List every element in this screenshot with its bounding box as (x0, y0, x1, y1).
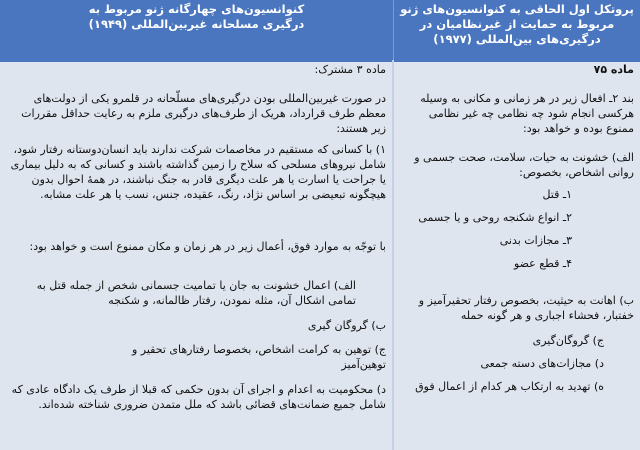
item-e: ه) تهدید به ارتکاب هر کدام از اعمال فوق (415, 380, 604, 393)
header-geneva-1949 (0, 0, 393, 62)
item-b: ب) گروگان گیری (307, 319, 386, 332)
header-divider (393, 0, 394, 60)
item-d: د) محکومیت به اعدام و اجرای آن بدون حکمی که قبلا از طرف یک دادگاه عادی که شامل جمیع ضمانت‌های قضائی باشد که ملل متمدن ضروری شناخته شده‌اند. (11, 383, 386, 411)
article-3-intro: در صورت غیربین‌المللی بودن درگیری‌های مسلّحانه در قلمرو یکی از دولت‌های معظم طرف قرارداد، هریک از طرف‌های درگیری ملزم به رعایت حداقل مقررات زیر هستند: (21, 92, 386, 135)
item-b: ب) اهانت به حیثیت، بخصوص رفتار تحقیرآمیز و خفتبار، فحشاء اجباری و هر گونه حمله (418, 294, 634, 322)
item-c: ج) گروگان‌گیری (532, 334, 604, 347)
header-geneva-1949-text: کنوانسیون‌های چهارگانه ژنو مربوط به درگیری مسلحانه غیربین‌المللی (۱۹۴۹) (88, 2, 305, 31)
paragraph-2: با توجّه به موارد فوق، أعمال زیر در هر زمان و مکان ممنوع است و خواهد بود: (29, 240, 386, 253)
item-d: د) مجازات‌های دسته جمعی (480, 357, 604, 370)
item-a3: ۳ـ مجازات بدنی (499, 234, 572, 247)
article-75-intro: بند ۲ـ افعال زیر در هر زمانی و مکانی به وسیله هرکسی انجام شود چه نظامی چه غیر نظامی ممنوع بوده و خواهد بود: (420, 92, 634, 135)
paragraph-1: ۱) با کسانی که مستقیم در مخاصمات شرکت ندارند باید انسان‌دوستانه رفتار شود، شامل نیروهای مسلحی که سلاح را زمین گذاشته باشند و کسانی که به دلیل بیماری یا جراحت یا اسارت یا هر علت دیگری قادر به جنگ نباشند، در همهٔ احوال بدون هیچگونه تبعیضی بر اساس نژاد، رنگ، عقیده، جنس، نسب یا هر علت مشابه. (10, 143, 386, 201)
item-a: الف) خشونت به حیات، سلامت، صحت جسمی و روانی اشخاص، بخصوص: (414, 151, 634, 179)
article-75-heading: ماده ۷۵ (593, 63, 634, 76)
item-a: الف) اعمال خشونت به جان یا تمامیت جسمانی شخص از جمله قتل به تمامی اشکال آن، مثله نمودن، رفتار ظالمانه، و شکنجه (36, 279, 356, 307)
item-c: ج) توهین به کرامت اشخاص، بخصوصا رفتارهای تحقیر و توهین‌آمیز (131, 343, 386, 371)
item-a2: ۲ـ انواع شکنجه روحی و یا جسمی (418, 211, 572, 224)
item-a1: ۱ـ قتل (542, 188, 572, 201)
header-protocol-1977: پروتکل اول الحاقی به کنوانسیون‌های ژنو مربوط به حمایت از غیرنظامیان در درگیری‌های بین‌المللی (۱۹۷۷) (394, 0, 640, 62)
article-3-heading: ماده ۳ مشترک: (314, 63, 386, 76)
item-a4: ۴ـ قطع عضو (513, 257, 572, 270)
